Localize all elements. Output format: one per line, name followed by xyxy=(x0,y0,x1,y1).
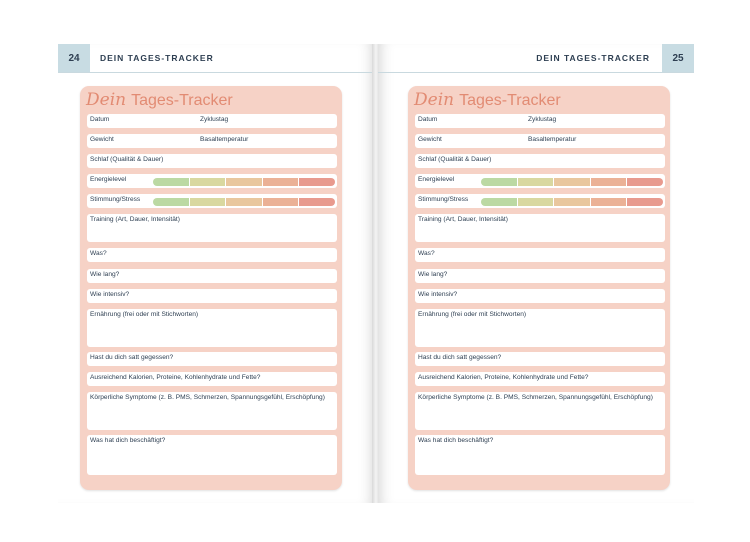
field-label: Wie intensiv? xyxy=(418,291,458,298)
symptome-row[interactable] xyxy=(415,392,665,430)
field-label: Training (Art, Dauer, Intensität) xyxy=(90,216,180,223)
field-label: Basaltemperatur xyxy=(200,136,249,143)
scale-segment-2[interactable] xyxy=(518,178,554,186)
scale-segment-4[interactable] xyxy=(263,198,299,206)
scale-segment-5[interactable] xyxy=(627,198,663,206)
header-title: DEIN TAGES-TRACKER xyxy=(536,53,650,63)
field-label: Wie lang? xyxy=(418,271,448,278)
beschaeftigt-row[interactable] xyxy=(415,435,665,475)
field-label: Hast du dich satt gegessen? xyxy=(418,354,502,361)
field-label: Energielevel xyxy=(418,176,455,183)
field-label: Schlaf (Qualität & Dauer) xyxy=(418,156,492,163)
scale-segment-1[interactable] xyxy=(481,198,517,206)
wie-lang-row[interactable] xyxy=(87,269,337,283)
scale-segment-3[interactable] xyxy=(226,178,262,186)
gewicht-row[interactable] xyxy=(415,134,665,148)
tracker-title-script: Dein xyxy=(414,90,455,110)
ernaehrung-row[interactable] xyxy=(415,309,665,347)
ernaehrung-row[interactable] xyxy=(87,309,337,347)
right-page xyxy=(378,44,694,503)
tracker-title xyxy=(86,90,233,112)
wie-intensiv-row[interactable] xyxy=(415,289,665,303)
schlaf-row[interactable] xyxy=(415,154,665,168)
page-header xyxy=(378,44,694,73)
scale-segment-2[interactable] xyxy=(190,178,226,186)
field-label: Ausreichend Kalorien, Proteine, Kohlenhydrate und Fette? xyxy=(90,374,261,381)
satt-row[interactable] xyxy=(415,352,665,366)
field-label: Ernährung (frei oder mit Stichworten) xyxy=(418,311,527,318)
scale-segment-3[interactable] xyxy=(554,198,590,206)
energielevel-row[interactable] xyxy=(87,174,337,188)
field-label: Zyklustag xyxy=(528,116,557,123)
rating-scale[interactable] xyxy=(153,198,335,206)
gewicht-row[interactable] xyxy=(87,134,337,148)
field-label: Hast du dich satt gegessen? xyxy=(90,354,174,361)
field-label: Zyklustag xyxy=(200,116,229,123)
scale-segment-1[interactable] xyxy=(153,178,189,186)
scale-segment-5[interactable] xyxy=(299,178,335,186)
scale-segment-2[interactable] xyxy=(518,198,554,206)
open-book xyxy=(58,44,694,503)
page-number: 25 xyxy=(662,44,694,72)
field-label: Gewicht xyxy=(418,136,442,143)
stimmung-row[interactable] xyxy=(415,194,665,208)
header-title: DEIN TAGES-TRACKER xyxy=(100,53,214,63)
tracker-title-text: Tages-Tracker xyxy=(131,92,233,109)
beschaeftigt-row[interactable] xyxy=(87,435,337,475)
scale-segment-1[interactable] xyxy=(153,198,189,206)
was-row[interactable] xyxy=(87,248,337,262)
scale-segment-5[interactable] xyxy=(299,198,335,206)
field-label: Ernährung (frei oder mit Stichworten) xyxy=(90,311,199,318)
left-page xyxy=(58,44,374,503)
tracker-card xyxy=(80,86,342,490)
field-label: Was hat dich beschäftigt? xyxy=(418,437,494,444)
field-label: Körperliche Symptome (z. B. PMS, Schmerzen, Spannungsgefühl, Erschöpfung) xyxy=(90,394,325,401)
field-label: Gewicht xyxy=(90,136,114,143)
scale-segment-1[interactable] xyxy=(481,178,517,186)
field-label: Was hat dich beschäftigt? xyxy=(90,437,166,444)
datum-row[interactable] xyxy=(87,114,337,128)
was-row[interactable] xyxy=(415,248,665,262)
tracker-card xyxy=(408,86,670,490)
wie-lang-row[interactable] xyxy=(415,269,665,283)
field-label: Was? xyxy=(418,250,435,257)
scale-segment-4[interactable] xyxy=(263,178,299,186)
field-label: Energielevel xyxy=(90,176,127,183)
field-label: Datum xyxy=(90,116,110,123)
field-label: Was? xyxy=(90,250,107,257)
training-row[interactable] xyxy=(415,214,665,242)
field-label: Stimmung/Stress xyxy=(90,196,141,203)
wie-intensiv-row[interactable] xyxy=(87,289,337,303)
symptome-row[interactable] xyxy=(87,392,337,430)
training-row[interactable] xyxy=(87,214,337,242)
tracker-title-text: Tages-Tracker xyxy=(459,92,561,109)
page-number: 24 xyxy=(58,44,90,72)
page-header xyxy=(58,44,374,73)
datum-row[interactable] xyxy=(415,114,665,128)
kalorien-row[interactable] xyxy=(87,372,337,386)
scale-segment-2[interactable] xyxy=(190,198,226,206)
rating-scale[interactable] xyxy=(481,198,663,206)
field-label: Datum xyxy=(418,116,438,123)
scale-segment-3[interactable] xyxy=(226,198,262,206)
field-label: Wie intensiv? xyxy=(90,291,130,298)
tracker-title-script: Dein xyxy=(86,90,127,110)
scale-segment-5[interactable] xyxy=(627,178,663,186)
field-label: Schlaf (Qualität & Dauer) xyxy=(90,156,164,163)
energielevel-row[interactable] xyxy=(415,174,665,188)
satt-row[interactable] xyxy=(87,352,337,366)
scale-segment-4[interactable] xyxy=(591,198,627,206)
field-label: Ausreichend Kalorien, Proteine, Kohlenhydrate und Fette? xyxy=(418,374,589,381)
field-label: Wie lang? xyxy=(90,271,120,278)
scale-segment-3[interactable] xyxy=(554,178,590,186)
kalorien-row[interactable] xyxy=(415,372,665,386)
field-label: Körperliche Symptome (z. B. PMS, Schmerzen, Spannungsgefühl, Erschöpfung) xyxy=(418,394,653,401)
schlaf-row[interactable] xyxy=(87,154,337,168)
rating-scale[interactable] xyxy=(153,178,335,186)
field-label: Training (Art, Dauer, Intensität) xyxy=(418,216,508,223)
rating-scale[interactable] xyxy=(481,178,663,186)
field-label: Stimmung/Stress xyxy=(418,196,469,203)
scale-segment-4[interactable] xyxy=(591,178,627,186)
tracker-title xyxy=(414,90,561,112)
stimmung-row[interactable] xyxy=(87,194,337,208)
field-label: Basaltemperatur xyxy=(528,136,577,143)
